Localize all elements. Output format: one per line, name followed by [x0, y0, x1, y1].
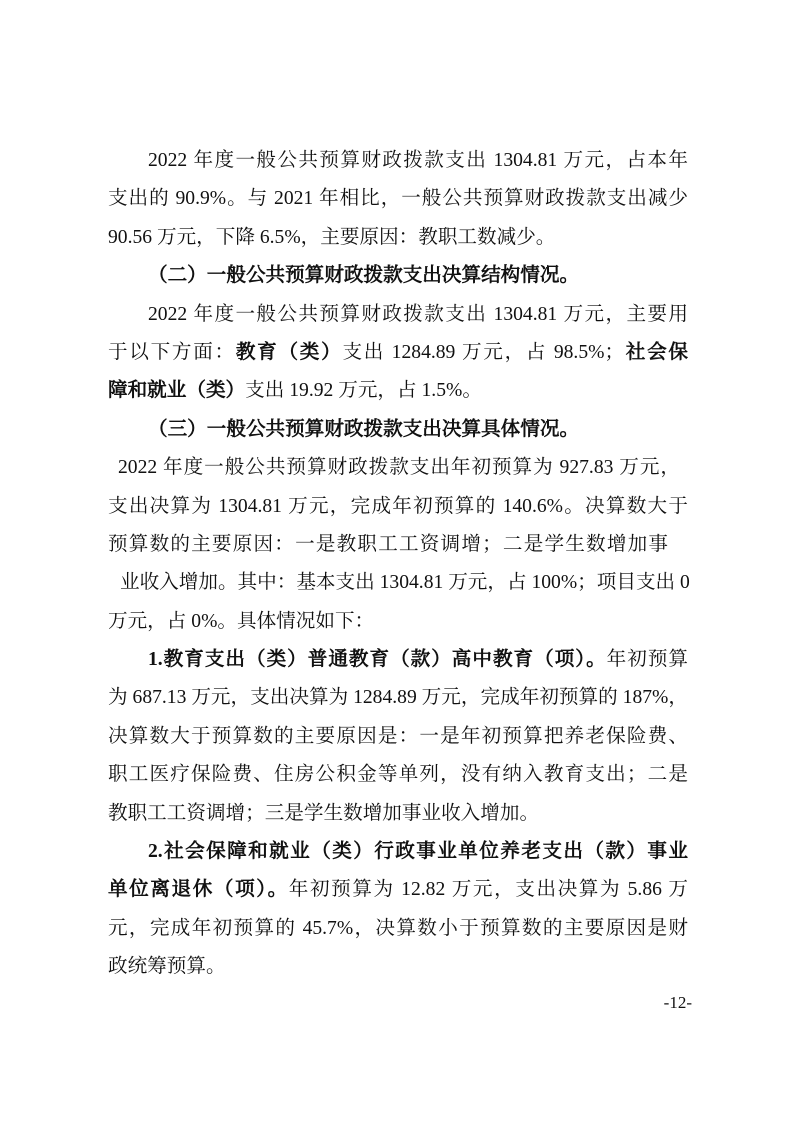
text-line: [108, 795, 688, 833]
text-line: [108, 526, 668, 564]
text-line: [108, 679, 688, 717]
text-segment: 万元，占 0%。具体情况如下：: [108, 610, 375, 632]
text-segment: 年初预算: [606, 649, 688, 671]
text-segment: 业收入增加。其中：基本支出 1304.81 万元，占 100%；项目支出 0: [120, 572, 690, 594]
text-line: [108, 756, 688, 794]
text-line: [148, 142, 688, 180]
section-heading-three: （三）一般公共预算财政拨款支出决算具体情况。: [148, 418, 580, 440]
text-segment: 预算数的主要原因：一是教职工工资调增；二是学生数增加事: [108, 533, 668, 555]
text-line: [108, 910, 688, 948]
text-segment: 决算数大于预算数的主要原因是：一是年初预算把养老保险费、: [108, 725, 688, 747]
item-one-title: 1.教育支出（类）普通教育（款）高中教育（项）。: [148, 649, 607, 671]
text-line: [108, 948, 688, 986]
text-segment: 支出的 90.9%。与 2021 年相比，一般公共预算财政拨款支出减少: [108, 188, 688, 210]
bold-category-education: 教育（类）: [235, 341, 343, 363]
text-segment: 2022 年度一般公共预算财政拨款支出 1304.81 万元，占本年: [148, 150, 688, 171]
bold-category-social-security-cont: 障和就业（类）: [108, 380, 246, 402]
text-segment: 90.56 万元，下降 6.5%，主要原因：教职工数减少。: [108, 226, 556, 248]
text-segment: 支出 1284.89 万元，占 98.5%；: [342, 341, 625, 363]
text-line: [108, 219, 688, 257]
text-segment: 职工医疗保险费、住房公积金等单列，没有纳入教育支出；二是: [108, 764, 688, 786]
text-line: [148, 296, 688, 334]
text-line: [108, 718, 688, 756]
text-line: [108, 334, 688, 372]
text-line: [108, 871, 688, 909]
text-line: [108, 488, 688, 526]
bold-category-social-security: 社会保: [624, 341, 688, 363]
text-segment: 年初预算为 12.82 万元，支出决算为 5.86 万: [288, 879, 688, 901]
item-two-title: 2.社会保障和就业（类）行政事业单位养老支出（款）事业: [148, 841, 688, 863]
text-segment: 元，完成年初预算的 45.7%，决算数小于预算数的主要原因是财: [108, 917, 688, 939]
text-line: [108, 372, 688, 410]
text-line: [148, 833, 688, 871]
text-segment: 支出决算为 1304.81 万元，完成年初预算的 140.6%。决算数大于: [108, 495, 688, 517]
text-line: [118, 449, 680, 487]
item-two-title-cont: 单位离退休（项）。: [108, 879, 289, 901]
section-heading-two: （二）一般公共预算财政拨款支出决算结构情况。: [148, 265, 580, 287]
text-line: [108, 180, 688, 218]
text-segment: 支出 19.92 万元，占 1.5%。: [245, 380, 482, 402]
page-number: -12-: [663, 993, 692, 1012]
text-segment: 教职工工资调增；三是学生数增加事业收入增加。: [108, 802, 540, 824]
text-segment: 为 687.13 万元，支出决算为 1284.89 万元，完成年初预算的 187%，: [108, 687, 688, 709]
text-line: [108, 603, 688, 641]
text-segment: 政统筹预算。: [108, 956, 226, 978]
text-segment: 于以下方面：: [108, 341, 236, 363]
text-line: [120, 564, 690, 602]
text-segment: 2022 年度一般公共预算财政拨款支出年初预算为 927.83 万元，: [118, 457, 680, 479]
text-segment: 2022 年度一般公共预算财政拨款支出 1304.81 万元，主要用: [148, 303, 688, 325]
document-body: [0, 142, 793, 987]
text-line: [148, 641, 688, 679]
